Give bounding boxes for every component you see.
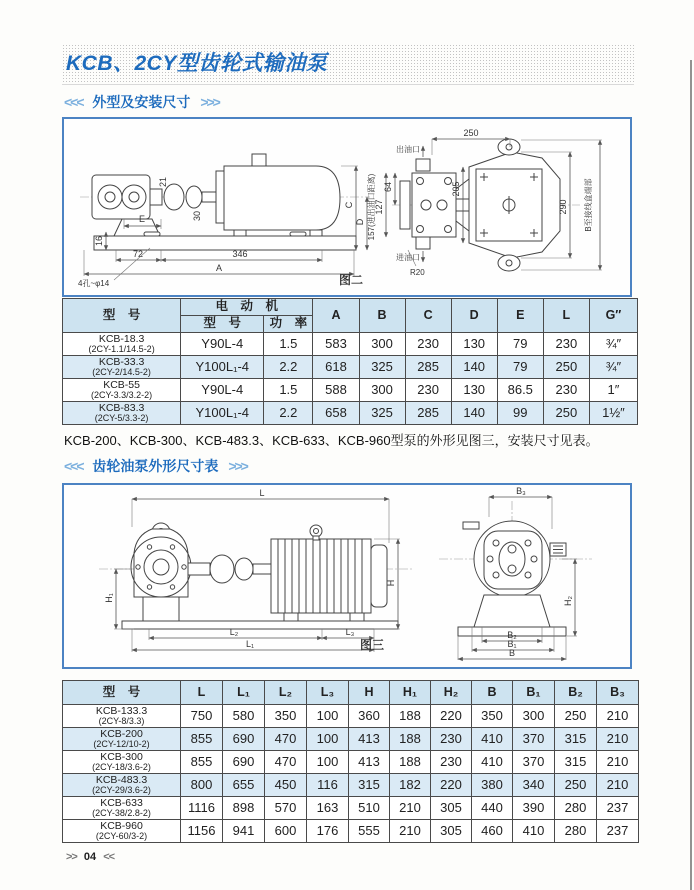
cell: 370 bbox=[513, 728, 555, 751]
cell: 470 bbox=[265, 728, 307, 751]
outline-dimensions-table bbox=[62, 680, 639, 843]
model-cell: KCB-55 (2CY-3.3/3.2-2) bbox=[63, 379, 181, 402]
col-header-motor-power: 功 率 bbox=[264, 316, 313, 333]
cell: 280 bbox=[555, 820, 597, 843]
dim-64-label: 64 bbox=[383, 181, 393, 193]
cell: 750 bbox=[181, 705, 223, 728]
table-row bbox=[63, 333, 638, 356]
cell: 130 bbox=[451, 333, 497, 356]
cell: 188 bbox=[390, 705, 431, 728]
cell: 370 bbox=[513, 751, 555, 774]
cell: 570 bbox=[265, 797, 307, 820]
pump-side-view bbox=[80, 154, 370, 250]
model-cell: KCB-960 (2CY-60/3-2) bbox=[63, 820, 181, 843]
gear-pump-side-view bbox=[99, 523, 412, 629]
cell: 690 bbox=[223, 751, 265, 774]
cell: 116 bbox=[307, 774, 349, 797]
cell: 130 bbox=[451, 379, 497, 402]
cell: 360 bbox=[349, 705, 390, 728]
cell: 176 bbox=[307, 820, 349, 843]
col-header-model: 型 号 bbox=[63, 681, 181, 705]
col-header: B bbox=[472, 681, 513, 705]
cell: 237 bbox=[597, 797, 639, 820]
cell: 350 bbox=[472, 705, 513, 728]
cell: 305 bbox=[431, 820, 472, 843]
footer-arrows-right: << bbox=[103, 851, 115, 863]
cell: 220 bbox=[431, 705, 472, 728]
dim-b1-label: B₁ bbox=[507, 639, 517, 649]
dim-205-label: 205 bbox=[451, 181, 461, 197]
cell: 855 bbox=[181, 751, 223, 774]
cell: 898 bbox=[223, 797, 265, 820]
cell: 588 bbox=[313, 379, 359, 402]
chevrons-left-icon: <<< bbox=[64, 458, 83, 474]
dim-h-label: H bbox=[386, 579, 396, 587]
cell: 410 bbox=[513, 820, 555, 843]
cell: 580 bbox=[223, 705, 265, 728]
cell: 600 bbox=[265, 820, 307, 843]
model-cell: KCB-483.3 (2CY-29/3.6-2) bbox=[63, 774, 181, 797]
cell: 250 bbox=[555, 705, 597, 728]
figure3-drawing bbox=[64, 485, 626, 663]
col-header: L₂ bbox=[265, 681, 307, 705]
cell: 305 bbox=[431, 797, 472, 820]
section-heading-outline-table bbox=[64, 456, 247, 476]
cell: 655 bbox=[223, 774, 265, 797]
section2-title: 齿轮油泵外形尺寸表 bbox=[92, 458, 219, 474]
cell: 140 bbox=[451, 402, 497, 425]
cell: 220 bbox=[431, 774, 472, 797]
cell: 300 bbox=[513, 705, 555, 728]
cell: 315 bbox=[349, 774, 390, 797]
figure2-caption: 图二 bbox=[339, 273, 364, 287]
col-header: H₂ bbox=[431, 681, 472, 705]
cell: 555 bbox=[349, 820, 390, 843]
col-header-a: A bbox=[313, 299, 359, 333]
cell: 658 bbox=[313, 402, 359, 425]
col-header-l: L bbox=[543, 299, 589, 333]
dim-d-label: D bbox=[355, 218, 365, 226]
cell: 163 bbox=[307, 797, 349, 820]
dim-21-label: 21 bbox=[158, 176, 168, 188]
cell: 941 bbox=[223, 820, 265, 843]
col-header-e: E bbox=[497, 299, 543, 333]
cell: 315 bbox=[555, 751, 597, 774]
cell: Y90L-4 bbox=[181, 379, 264, 402]
col-header: L₃ bbox=[307, 681, 349, 705]
section1-title: 外型及安装尺寸 bbox=[92, 94, 191, 110]
outlet-label: 出油口 bbox=[396, 145, 420, 154]
cell: 79 bbox=[497, 356, 543, 379]
cell: 230 bbox=[431, 728, 472, 751]
model-cell: KCB-83.3 (2CY-5/3.3-2) bbox=[63, 402, 181, 425]
cell: 450 bbox=[265, 774, 307, 797]
cell: 510 bbox=[349, 797, 390, 820]
cell: 250 bbox=[543, 402, 589, 425]
dim-30-label: 30 bbox=[192, 210, 202, 222]
col-header: H bbox=[349, 681, 390, 705]
cell: 210 bbox=[597, 728, 639, 751]
dim-b-label: B bbox=[508, 648, 516, 658]
table-row bbox=[63, 705, 639, 728]
cell: 230 bbox=[543, 379, 589, 402]
col-header-g: G″ bbox=[589, 299, 637, 333]
note-text: KCB-200、KCB-300、KCB-483.3、KCB-633、KCB-960型泵的外形见图三，安装尺寸见表。 bbox=[64, 433, 599, 448]
model-cell: KCB-33.3 (2CY-2/14.5-2) bbox=[63, 356, 181, 379]
pump-top-view bbox=[392, 139, 580, 271]
dim-a-label: A bbox=[215, 263, 223, 273]
cell: 300 bbox=[359, 333, 405, 356]
table-row bbox=[63, 402, 638, 425]
cell: 280 bbox=[555, 797, 597, 820]
dim-250-label: 250 bbox=[463, 128, 479, 138]
cell: 86.5 bbox=[497, 379, 543, 402]
dim-b-end-label: B至接线盒端部 bbox=[584, 178, 593, 232]
cell: 2.2 bbox=[264, 356, 313, 379]
col-header: L bbox=[181, 681, 223, 705]
cell: 300 bbox=[359, 379, 405, 402]
table-row bbox=[63, 728, 639, 751]
dim-e-label: E bbox=[138, 214, 146, 224]
cell: 210 bbox=[390, 797, 431, 820]
cell: 390 bbox=[513, 797, 555, 820]
cell: 800 bbox=[181, 774, 223, 797]
cell: 210 bbox=[390, 820, 431, 843]
cell: 413 bbox=[349, 751, 390, 774]
model-cell: KCB-200 (2CY-12/10-2) bbox=[63, 728, 181, 751]
cell: 350 bbox=[265, 705, 307, 728]
cell: 237 bbox=[597, 820, 639, 843]
col-header-b: B bbox=[359, 299, 405, 333]
cell: ¾″ bbox=[589, 333, 637, 356]
dim-l1-label: L₁ bbox=[245, 639, 255, 649]
cell: Y100L₁-4 bbox=[181, 402, 264, 425]
table-row bbox=[63, 356, 638, 379]
cell: 230 bbox=[405, 333, 451, 356]
installation-dimensions-table bbox=[62, 298, 638, 425]
cell: 325 bbox=[359, 356, 405, 379]
gear-pump-end-view bbox=[439, 501, 592, 643]
cell: 325 bbox=[359, 402, 405, 425]
cell: 380 bbox=[472, 774, 513, 797]
cell: 410 bbox=[472, 728, 513, 751]
model-cell: KCB-300 (2CY-18/3.6-2) bbox=[63, 751, 181, 774]
inlet-label: 进油口 bbox=[396, 253, 420, 262]
cell: 1″ bbox=[589, 379, 637, 402]
cell: 1116 bbox=[181, 797, 223, 820]
dim-72-label: 72 bbox=[132, 249, 144, 259]
dim-l-label: L bbox=[259, 488, 265, 498]
dim-l3-label: L₃ bbox=[345, 627, 355, 637]
col-header-d: D bbox=[451, 299, 497, 333]
dim-346-label: 346 bbox=[232, 249, 248, 259]
cell: 315 bbox=[555, 728, 597, 751]
cell: 210 bbox=[597, 751, 639, 774]
cell: 79 bbox=[497, 333, 543, 356]
cell: 100 bbox=[307, 728, 349, 751]
cell: 230 bbox=[543, 333, 589, 356]
cell: 230 bbox=[431, 751, 472, 774]
cell: 413 bbox=[349, 728, 390, 751]
cell: 250 bbox=[543, 356, 589, 379]
model-cell: KCB-133.3 (2CY-8/3.3) bbox=[63, 705, 181, 728]
dim-h2-label: H₂ bbox=[563, 596, 573, 606]
cell: 285 bbox=[405, 402, 451, 425]
cell: 583 bbox=[313, 333, 359, 356]
cell: 340 bbox=[513, 774, 555, 797]
table-row bbox=[63, 751, 639, 774]
dim-16-label: 16 bbox=[94, 235, 104, 247]
cell: 460 bbox=[472, 820, 513, 843]
col-header-c: C bbox=[405, 299, 451, 333]
scan-edge-artifact bbox=[690, 60, 692, 890]
cell: 99 bbox=[497, 402, 543, 425]
dim-c-label: C bbox=[344, 201, 354, 209]
col-header: B₃ bbox=[597, 681, 639, 705]
model-cell: KCB-18.3 (2CY-1.1/14.5-2) bbox=[63, 333, 181, 356]
cell: 618 bbox=[313, 356, 359, 379]
col-header: B₂ bbox=[555, 681, 597, 705]
holes-label: 4孔~φ14 bbox=[78, 279, 110, 288]
page-footer bbox=[66, 851, 114, 863]
cell: 1.5 bbox=[264, 379, 313, 402]
cell: 182 bbox=[390, 774, 431, 797]
figure2-drawing bbox=[64, 119, 626, 291]
cell: 188 bbox=[390, 728, 431, 751]
title-band bbox=[62, 44, 634, 85]
dim-b2-label: B₂ bbox=[507, 630, 517, 640]
cell: 140 bbox=[451, 356, 497, 379]
dim-127-label: 127 bbox=[374, 199, 384, 215]
cell: Y90L-4 bbox=[181, 333, 264, 356]
cell: 470 bbox=[265, 751, 307, 774]
cell: ¾″ bbox=[589, 356, 637, 379]
page-title: KCB、2CY型齿轮式输油泵 bbox=[66, 52, 328, 75]
col-header-motor: 电 动 机 bbox=[181, 299, 313, 316]
cell: 210 bbox=[597, 774, 639, 797]
cell: 855 bbox=[181, 728, 223, 751]
cell: 188 bbox=[390, 751, 431, 774]
figure2-box bbox=[62, 117, 632, 297]
col-header-model: 型 号 bbox=[63, 299, 181, 333]
cell: 210 bbox=[597, 705, 639, 728]
model-cell: KCB-633 (2CY-38/2.8-2) bbox=[63, 797, 181, 820]
cell: 250 bbox=[555, 774, 597, 797]
chevrons-left-icon: <<< bbox=[64, 94, 83, 110]
footer-arrows-left: >> bbox=[66, 851, 77, 863]
table-row bbox=[63, 797, 639, 820]
col-header: L₁ bbox=[223, 681, 265, 705]
cell: 2.2 bbox=[264, 402, 313, 425]
cell: 285 bbox=[405, 356, 451, 379]
r20-label: R20 bbox=[410, 268, 425, 277]
chevrons-right-icon: >>> bbox=[200, 94, 219, 110]
table-row bbox=[63, 774, 639, 797]
cell: 690 bbox=[223, 728, 265, 751]
dim-b3-label: B₃ bbox=[516, 486, 526, 496]
cell: 410 bbox=[472, 751, 513, 774]
page-number: 04 bbox=[83, 851, 97, 863]
col-header: B₁ bbox=[513, 681, 555, 705]
figure3-caption: 图三 bbox=[360, 638, 385, 652]
cell: 1.5 bbox=[264, 333, 313, 356]
dim-l2-label: L₂ bbox=[229, 627, 239, 637]
cell: 440 bbox=[472, 797, 513, 820]
cell: 100 bbox=[307, 751, 349, 774]
cell: 100 bbox=[307, 705, 349, 728]
section-heading-dimensions bbox=[64, 92, 219, 112]
dim-157-label: 157(进出油口距离) bbox=[367, 173, 376, 241]
table-row bbox=[63, 820, 639, 843]
col-header-motor-model: 型 号 bbox=[181, 316, 264, 333]
cell: 230 bbox=[405, 379, 451, 402]
cell: Y100L₁-4 bbox=[181, 356, 264, 379]
dim-h1-label: H₁ bbox=[104, 593, 114, 603]
col-header: H₁ bbox=[390, 681, 431, 705]
table-row bbox=[63, 379, 638, 402]
dim-290-label: 290 bbox=[558, 199, 568, 215]
figure3-box bbox=[62, 483, 632, 669]
chevrons-right-icon: >>> bbox=[228, 458, 247, 474]
cell: 1156 bbox=[181, 820, 223, 843]
cell: 1½″ bbox=[589, 402, 637, 425]
